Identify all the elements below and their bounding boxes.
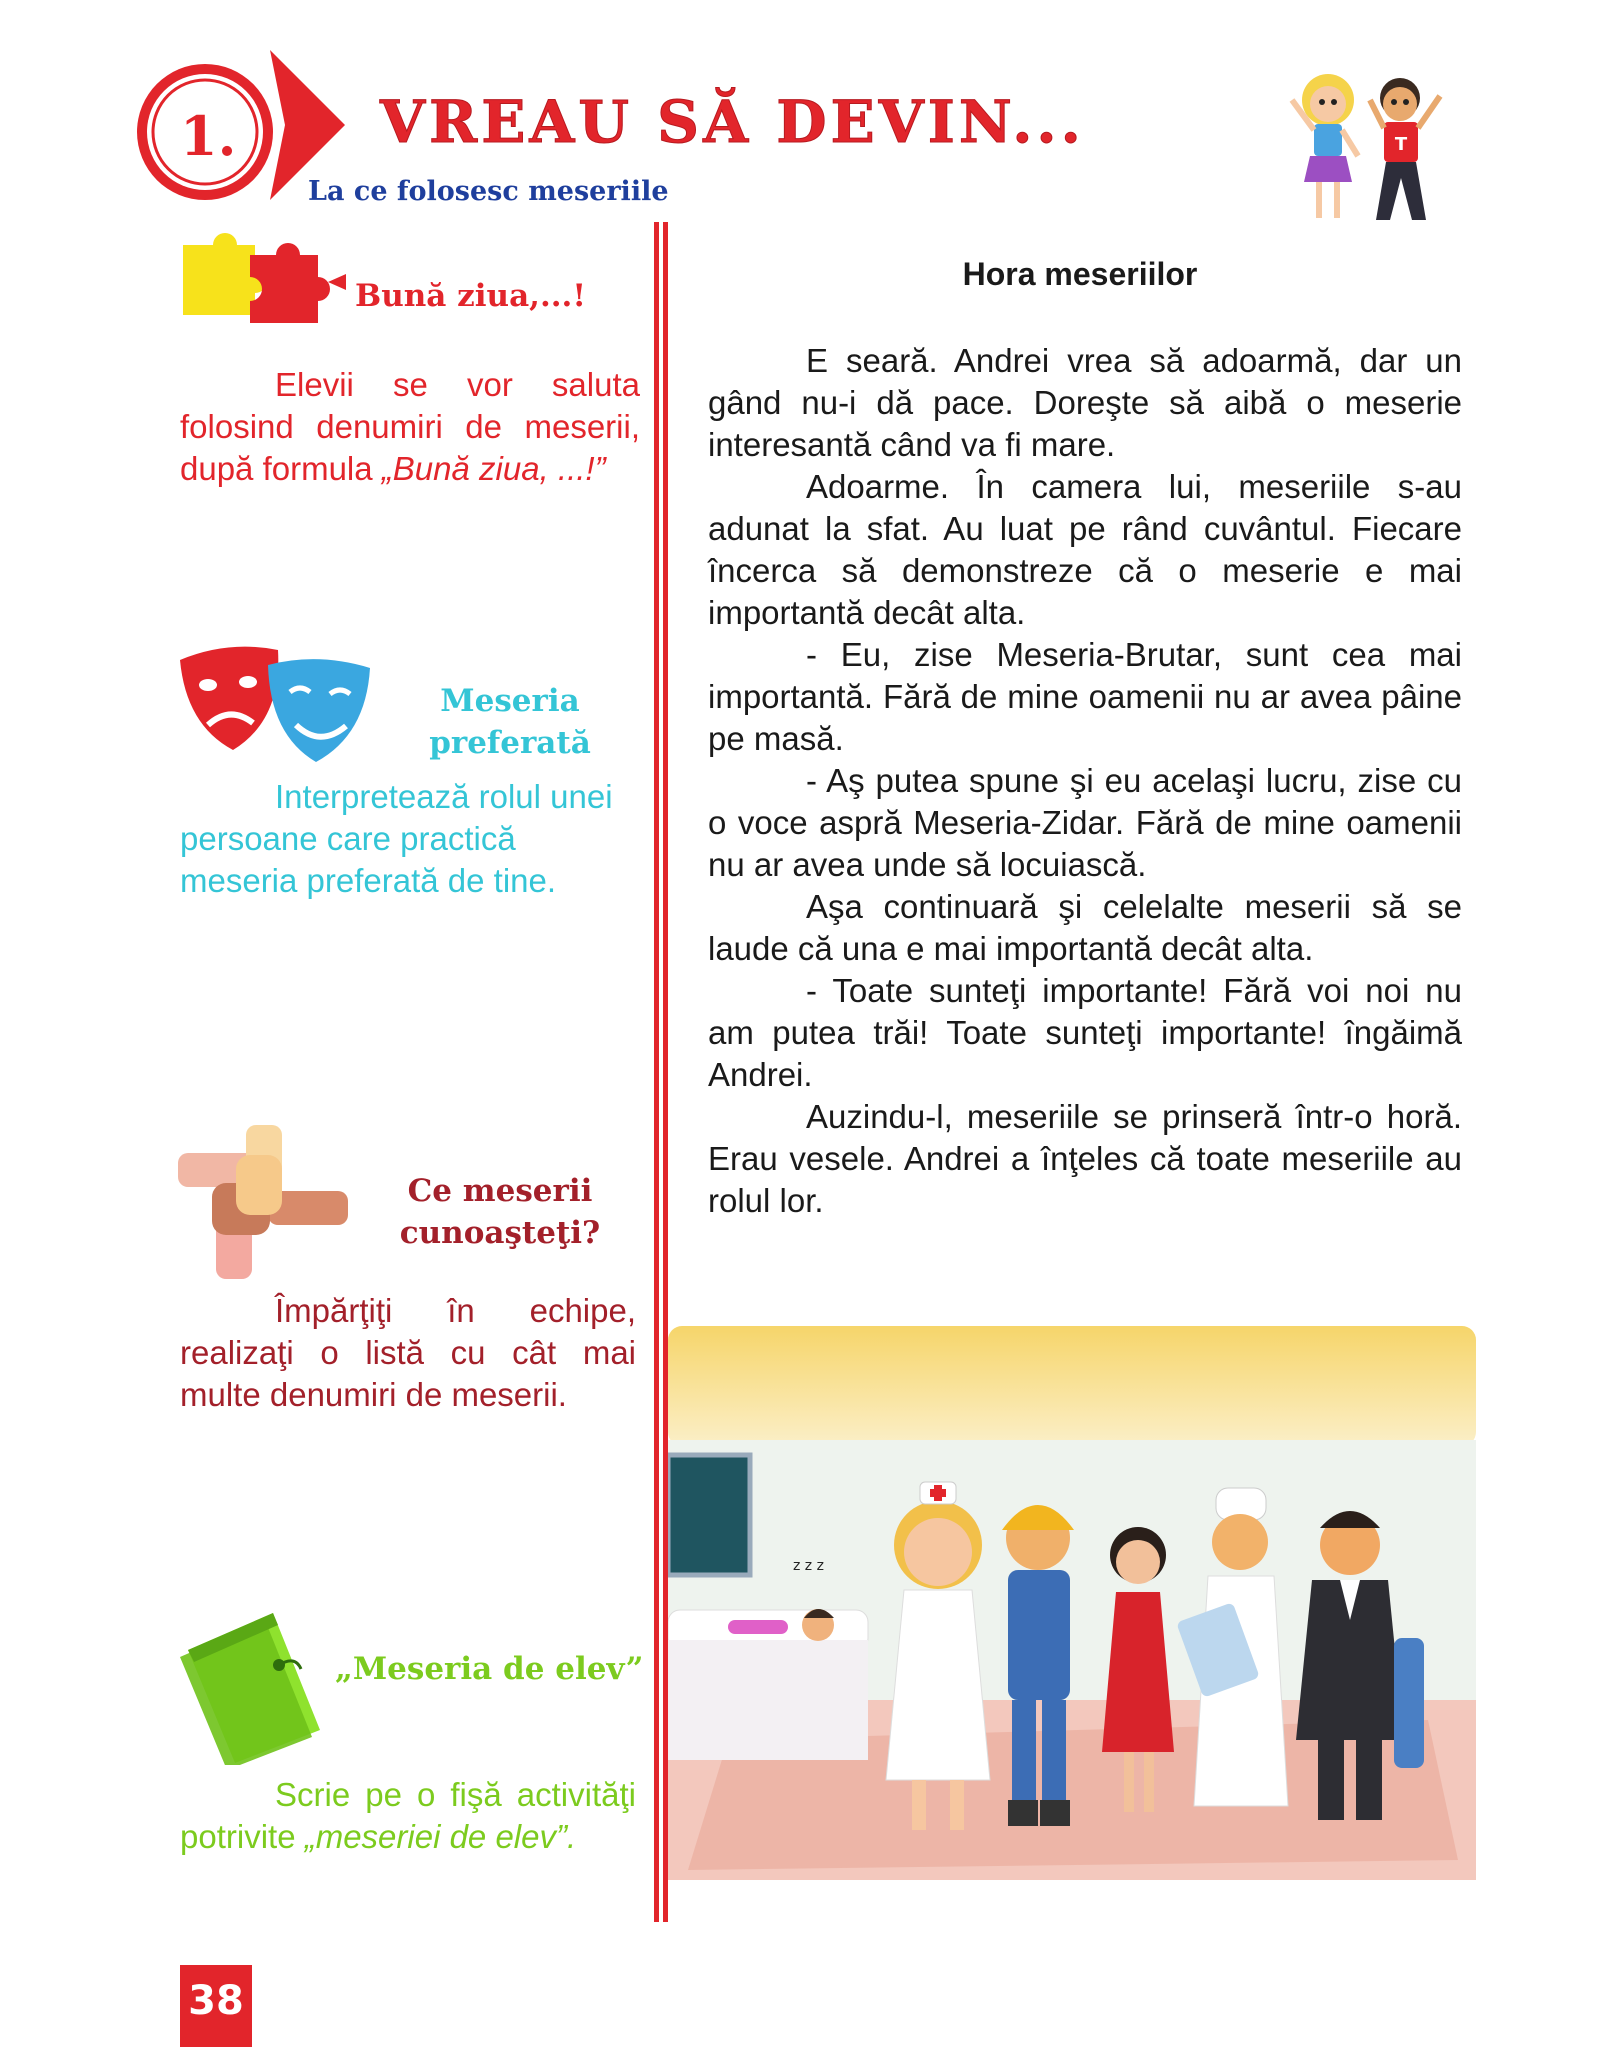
activity-3-title-line1: Ce meserii: [407, 1173, 593, 1209]
activity-2-title-line2: preferată: [429, 725, 591, 761]
story-paragraph: Adoarme. În camera lui, meseriile s-au adunat la sfat. Au luat pe rând cuvântul. Fiecare încerca să demonstreze că o meserie e mai importantă decât alta.: [708, 468, 1462, 631]
activity-1-text-plain: Elevii se vor saluta folosind denumiri de meserii, după formula: [180, 366, 640, 487]
activity-2-text: Interpretează rolul unei persoane care practică meseria preferată de tine.: [180, 778, 613, 899]
activity-4-text-italic: „meseriei de elev”.: [304, 1818, 577, 1855]
story-text: [708, 340, 1462, 1222]
activity-2-title-line1: Meseria: [440, 683, 580, 719]
svg-text:T: T: [1394, 134, 1408, 155]
kids-illustration: [1280, 60, 1460, 230]
page-title: VREAU SĂ DEVIN...: [380, 88, 1085, 156]
svg-text:z z z: z z z: [793, 1558, 824, 1574]
story-paragraph: Auzindu-l, meseriile se prinseră într-o horă. Erau vesele. Andrei a înţeles că toate meseriile au rolul lor.: [708, 1098, 1462, 1219]
story-paragraph: - Aş putea spune şi eu acelaşi lucru, zise cu o voce aspră Meseria-Zidar. Fără de mine oamenii nu ar avea unde să locuiască.: [708, 762, 1462, 883]
activity-2-title: [400, 680, 620, 764]
page-subtitle: La ce folosesc meseriile: [308, 176, 669, 207]
joined-hands-icon: [178, 1125, 348, 1280]
page-number: 38: [180, 1965, 252, 2047]
activity-1-text-italic: „Bună ziua, ...!”: [381, 450, 606, 487]
activity-4-title: „Meseria de elev”: [335, 1651, 644, 1687]
professions-illustration: [668, 1320, 1480, 1880]
story-paragraph: E seară. Andrei vrea să adoarmă, dar un gând nu-i dă pace. Doreşte să aibă o meserie interesantă când va fi mare.: [708, 342, 1462, 463]
lesson-number: 1.: [180, 104, 237, 168]
story-paragraph: - Toate sunteţi importante! Fără voi noi nu am putea trăi! Toate sunteţi importante! îngăimă Andrei.: [708, 972, 1462, 1093]
activity-1-text: [180, 364, 640, 490]
column-divider-left: [654, 222, 659, 1922]
activity-4-text: [180, 1774, 636, 1858]
activity-3-title: [380, 1170, 620, 1254]
story-paragraph: Aşa continuară şi celelalte meserii să se laude că una e mai importantă decât alta.: [708, 888, 1462, 967]
story-title: Hora meseriilor: [962, 256, 1198, 292]
story-paragraph: - Eu, zise Meseria-Brutar, sunt cea mai importantă. Fără de mine oamenii nu ar avea pâine pe masă.: [708, 636, 1462, 757]
activity-1-title: Bună ziua,...!: [355, 278, 586, 314]
activity-4-text-plain: Scrie pe o fişă activităţi potrivite: [180, 1776, 636, 1855]
puzzle-icon: [178, 230, 353, 330]
activity-3-text: Împărţiţi în echipe, realizaţi o listă cu cât mai multe denumiri de meserii.: [180, 1292, 636, 1413]
activity-3-title-line2: cunoaşteţi?: [399, 1215, 601, 1251]
theater-masks-icon: [178, 640, 378, 770]
folder-icon: [178, 1605, 328, 1765]
